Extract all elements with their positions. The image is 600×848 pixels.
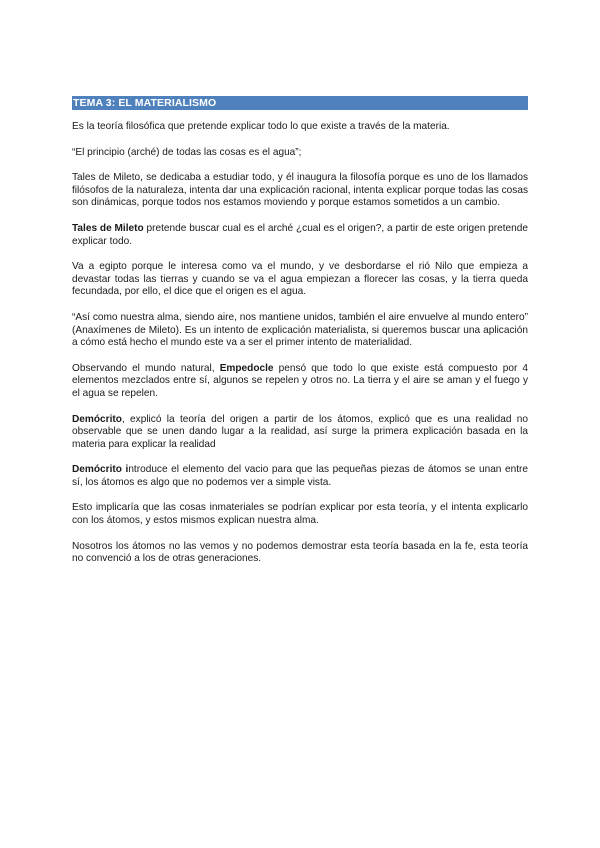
bold-democrito-i: Demócrito i <box>72 464 129 476</box>
section-title: TEMA 3: EL MATERIALISMO <box>72 96 528 110</box>
paragraph-democrito-vacio <box>72 464 528 489</box>
bold-tales-de-mileto: Tales de Mileto <box>72 222 144 234</box>
paragraph-definition: Es la teoría filosófica que pretende explicar todo lo que existe a través de la materia. <box>72 121 450 132</box>
paragraph-quote-water: “El principio (arché) de todas las cosas es el agua”; <box>72 146 302 158</box>
paragraph-inmateriales: Esto implicaría que las cosas inmateriales se podrían explicar por esta teoría, y el intenta explicarlo con los átomos, y estos mismos explican nuestra alma. <box>72 502 528 527</box>
paragraph-anaximenes: “Así como nuestra alma, siendo aire, nos mantiene unidos, también el aire envuelve al mundo entero” (Anaxímenes de Mileto). Es un intento de explicación materialista, si queremos buscar una aplicación a cómo está hecho el mundo este va a ser el primer intento de materialidad. <box>72 311 528 349</box>
bold-democrito: Demócrito <box>72 413 122 425</box>
paragraph-democrito-atomos <box>72 414 528 452</box>
paragraph-text: Observando el mundo natural, <box>72 362 220 374</box>
paragraph-text: pensó que todo lo que existe está compuesto por 4 elementos mezclados entre sí, algunos se repelen y otros no. La tierra y el aire se aman y el fuego y el agua se repelen. <box>72 362 528 399</box>
paragraph-tales-arche <box>72 223 528 248</box>
paragraph-empedocle <box>72 363 528 401</box>
paragraph-tales-intro: Tales de Mileto, se dedicaba a estudiar todo, y él inaugura la filosofía porque es uno de los llamados filósofos de la naturaleza, intenta dar una explicación racional, intenta explicar porque todas las cosas son dinámicas, porque todos nos estamos moviendo y porque estamos sometidos a un cambio. <box>72 172 528 209</box>
paragraph-text: , explicó la teoría del origen a partir de los átomos, explicó que es una realidad no observable que se unen dando lugar a la realidad, así surge la primera explicación basada en la materia para explicar la realidad <box>72 413 528 450</box>
bold-empedocle: Empedocle <box>219 362 274 374</box>
paragraph-text: pretende buscar cual es el arché ¿cual es el origen?, a partir de este origen pretende explicar todo. <box>72 222 529 247</box>
paragraph-egipto-nilo: Va a egipto porque le interesa como va el mundo, y ve desbordarse el rió Nilo que empieza a devastar todas las tierras y cuando se va el agua empiezan a florecer las cosas, y la tierra queda fecundada, por ello, el dice que el origen es el agua. <box>72 261 528 298</box>
paragraph-fe: Nosotros los átomos no las vemos y no podemos demostrar esta teoría basada en la fe, esta teoría no convenció a los de otras generaciones. <box>72 540 528 565</box>
document-page <box>72 96 528 579</box>
paragraph-text: ntroduce el elemento del vacio para que las pequeñas piezas de átomos se unan entre sí, los átomos es algo que no podemos ver a simple vista. <box>72 464 529 488</box>
